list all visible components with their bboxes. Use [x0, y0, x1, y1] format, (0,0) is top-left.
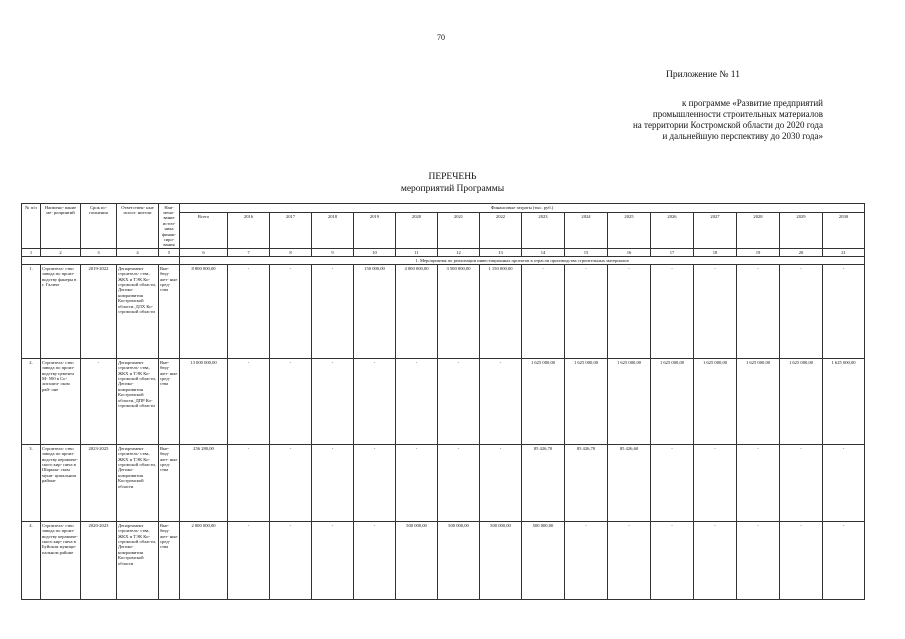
year-value-cell: -	[480, 445, 522, 522]
year-value-cell: 1 625 000,00	[565, 359, 608, 445]
row-number: 3.	[22, 445, 41, 522]
source-cell: Вне- бюд- жет- ные сред- ства	[159, 445, 180, 522]
header-year: 2018	[312, 213, 354, 249]
year-value-cell: -	[228, 359, 270, 445]
program-ref-line: и дальнейшую перспективу до 2030 года»	[662, 131, 823, 141]
header-year: 2029	[780, 213, 823, 249]
header-year: 2028	[737, 213, 780, 249]
year-value-cell: 1 150 000,00	[480, 265, 522, 359]
year-value-cell: -	[354, 445, 396, 522]
year-value-cell: -	[480, 359, 522, 445]
column-number: 4	[117, 249, 159, 257]
header-year: 2027	[694, 213, 737, 249]
source-cell: Вне- бюд- жет- ные сред- ства	[159, 265, 180, 359]
header-year: 2024	[565, 213, 608, 249]
table-row	[22, 522, 865, 600]
year-value-cell: -	[694, 445, 737, 522]
program-ref-line: к программе «Развитие предприятий	[682, 98, 823, 108]
year-value-cell: -	[694, 265, 737, 359]
total-cell: 2 000 000,00	[180, 522, 228, 600]
year-value-cell: 500 000,00	[522, 522, 565, 600]
year-value-cell: -	[737, 522, 780, 600]
section-title: 1. Мероприятия по реализации инвестиционных проектов в отрасли производства строительных материалов	[180, 257, 865, 265]
header-year: 2021	[438, 213, 480, 249]
year-value-cell: -	[396, 359, 438, 445]
year-value-cell: -	[438, 359, 480, 445]
row-number: 2.	[22, 359, 41, 445]
title-line: ПЕРЕЧЕНЬ	[428, 172, 477, 182]
column-number: 5	[159, 249, 180, 257]
subtitle-line: мероприятий Программы	[400, 184, 505, 194]
row-number: 1.	[22, 265, 41, 359]
header-finance: Финансовые затраты (тыс. руб.)	[180, 204, 865, 213]
header-year: 2016	[228, 213, 270, 249]
year-value-cell: 1 625 000,00	[694, 359, 737, 445]
year-value-cell: -	[228, 265, 270, 359]
column-number-row	[22, 249, 865, 257]
year-value-cell: 4 000 000,00	[396, 265, 438, 359]
year-value-cell: -	[694, 522, 737, 600]
section-spacer	[22, 257, 180, 265]
year-value-cell: -	[312, 359, 354, 445]
column-number: 15	[565, 249, 608, 257]
year-value-cell: -	[522, 265, 565, 359]
column-number: 12	[438, 249, 480, 257]
header-year: 2026	[651, 213, 694, 249]
year-value-cell: -	[270, 359, 312, 445]
year-value-cell: 3 500 000,00	[438, 265, 480, 359]
year-value-cell: -	[651, 445, 694, 522]
year-value-cell: 150 000,00	[354, 265, 396, 359]
column-number: 14	[522, 249, 565, 257]
year-value-cell: -	[780, 522, 823, 600]
measure-name: Строитель- ство завода по произ- водству керамиче- ского кир- пича в Шарьин- ском муни- ципальном районе	[41, 445, 81, 522]
year-value-cell: -	[608, 265, 651, 359]
year-value-cell: 1 625 000,00	[608, 359, 651, 445]
year-value-cell: -	[438, 445, 480, 522]
year-value-cell: 500 000,00	[480, 522, 522, 600]
source-cell: Вне- бюд- жет- ные сред- ства	[159, 359, 180, 445]
column-number: 18	[694, 249, 737, 257]
year-value-cell: -	[737, 445, 780, 522]
header-year: 2030	[823, 213, 865, 249]
year-value-cell: -	[608, 522, 651, 600]
measure-name: Строитель- ство завода по произ- водству цемента М- 500 в Со- лигалич- ском рай- оне	[41, 359, 81, 445]
year-value-cell: -	[396, 445, 438, 522]
measures-table	[21, 203, 865, 600]
header-year: 2017	[270, 213, 312, 249]
column-number: 13	[480, 249, 522, 257]
year-value-cell: -	[651, 522, 694, 600]
column-number: 2	[41, 249, 81, 257]
year-value-cell: -	[228, 445, 270, 522]
year-value-cell: 1 625 000,00	[651, 359, 694, 445]
source-cell: Вне- бюд- жет- ные сред- ства	[159, 522, 180, 600]
column-number: 17	[651, 249, 694, 257]
appendix-label: Приложение № 11	[666, 70, 740, 80]
column-number: 11	[396, 249, 438, 257]
header-source: Наи- мено- вание источ- ника финан- сиро- вания	[159, 204, 180, 249]
year-value-cell: -	[270, 522, 312, 600]
year-value-cell: -	[780, 445, 823, 522]
column-number: 21	[823, 249, 865, 257]
header-num: № п/п	[22, 204, 41, 249]
header-year: 2020	[396, 213, 438, 249]
year-value-cell: -	[565, 522, 608, 600]
program-ref-line: на территории Костромской области до 2020 года	[632, 120, 823, 130]
year-value-cell: 85 426,70	[565, 445, 608, 522]
responsible-cell: Департамент строитель- ства, ЖКХ и ТЭК Ко- стромской области, Депэко- номразвития Костромской области	[117, 445, 159, 522]
year-value-cell: 1 625 000,00	[522, 359, 565, 445]
term-cell: -	[81, 359, 117, 445]
column-number: 3	[81, 249, 117, 257]
section-row	[22, 257, 865, 265]
responsible-cell: Департамент строитель- ства, ЖКХ и ТЭК Ко- стромской области, Депэко- номразвития Костромской области, ДПР Ко- стромской области	[117, 359, 159, 445]
year-value-cell: -	[780, 265, 823, 359]
year-value-cell: -	[270, 265, 312, 359]
program-reference	[493, 98, 823, 142]
year-value-cell: -	[228, 522, 270, 600]
year-value-cell: -	[823, 265, 865, 359]
year-value-cell: -	[354, 359, 396, 445]
total-cell: 8 800 000,00	[180, 265, 228, 359]
responsible-cell: Департамент строитель- ства, ЖКХ и ТЭК Ко- стромской области, Депэко- номразвития Костромской области	[117, 522, 159, 600]
header-year: 2025	[608, 213, 651, 249]
year-value-cell: -	[823, 445, 865, 522]
page-number: 70	[437, 33, 445, 42]
column-number: 9	[312, 249, 354, 257]
year-value-cell: 1 625 000,00	[737, 359, 780, 445]
year-value-cell: 85 426,60	[608, 445, 651, 522]
column-number: 6	[180, 249, 228, 257]
total-cell: 256 280,00	[180, 445, 228, 522]
header-total: Всего	[180, 213, 228, 249]
header-term: Срок ис- полнения	[81, 204, 117, 249]
program-ref-line: промышленности строительных материалов	[652, 109, 823, 119]
year-value-cell: -	[565, 265, 608, 359]
table-row	[22, 265, 865, 359]
column-number: 10	[354, 249, 396, 257]
year-value-cell: -	[312, 445, 354, 522]
year-value-cell: -	[823, 522, 865, 600]
header-year: 2023	[522, 213, 565, 249]
header-year: 2019	[354, 213, 396, 249]
measure-name: Строитель- ство завода по произ- водству фанеры в г. Галиче	[41, 265, 81, 359]
term-cell: 2023-2025	[81, 445, 117, 522]
year-value-cell: -	[270, 445, 312, 522]
table-row	[22, 359, 865, 445]
year-value-cell: -	[312, 522, 354, 600]
header-year: 2022	[480, 213, 522, 249]
responsible-cell: Департамент строитель- ства, ЖКХ и ТЭК Ко- стромской области, Депэко- номразвития Костромской области, ДЛХ Ко- стромской области	[117, 265, 159, 359]
document-title	[330, 171, 575, 195]
measure-name: Строитель- ство завода по произ- водству керамиче- ского кир- пича в Буйском муници- пальном районе	[41, 522, 81, 600]
column-number: 20	[780, 249, 823, 257]
header-responsible: Ответствен- ные испол- нители	[117, 204, 159, 249]
year-value-cell: 500 000,00	[396, 522, 438, 600]
year-value-cell: -	[651, 265, 694, 359]
column-number: 19	[737, 249, 780, 257]
year-value-cell: -	[312, 265, 354, 359]
column-number: 7	[228, 249, 270, 257]
table-row	[22, 445, 865, 522]
row-number: 4.	[22, 522, 41, 600]
header-name: Наимено- вание ме- роприятий	[41, 204, 81, 249]
column-number: 16	[608, 249, 651, 257]
term-cell: 2020-2023	[81, 522, 117, 600]
year-value-cell: -	[354, 522, 396, 600]
column-number: 1	[22, 249, 41, 257]
year-value-cell: -	[737, 265, 780, 359]
total-cell: 13 000 000,00	[180, 359, 228, 445]
year-value-cell: 500 000,00	[438, 522, 480, 600]
column-number: 8	[270, 249, 312, 257]
year-value-cell: 1 625 000,00	[780, 359, 823, 445]
year-value-cell: 1 625 000,00	[823, 359, 865, 445]
year-value-cell: 85 426,70	[522, 445, 565, 522]
term-cell: 2019-2022	[81, 265, 117, 359]
